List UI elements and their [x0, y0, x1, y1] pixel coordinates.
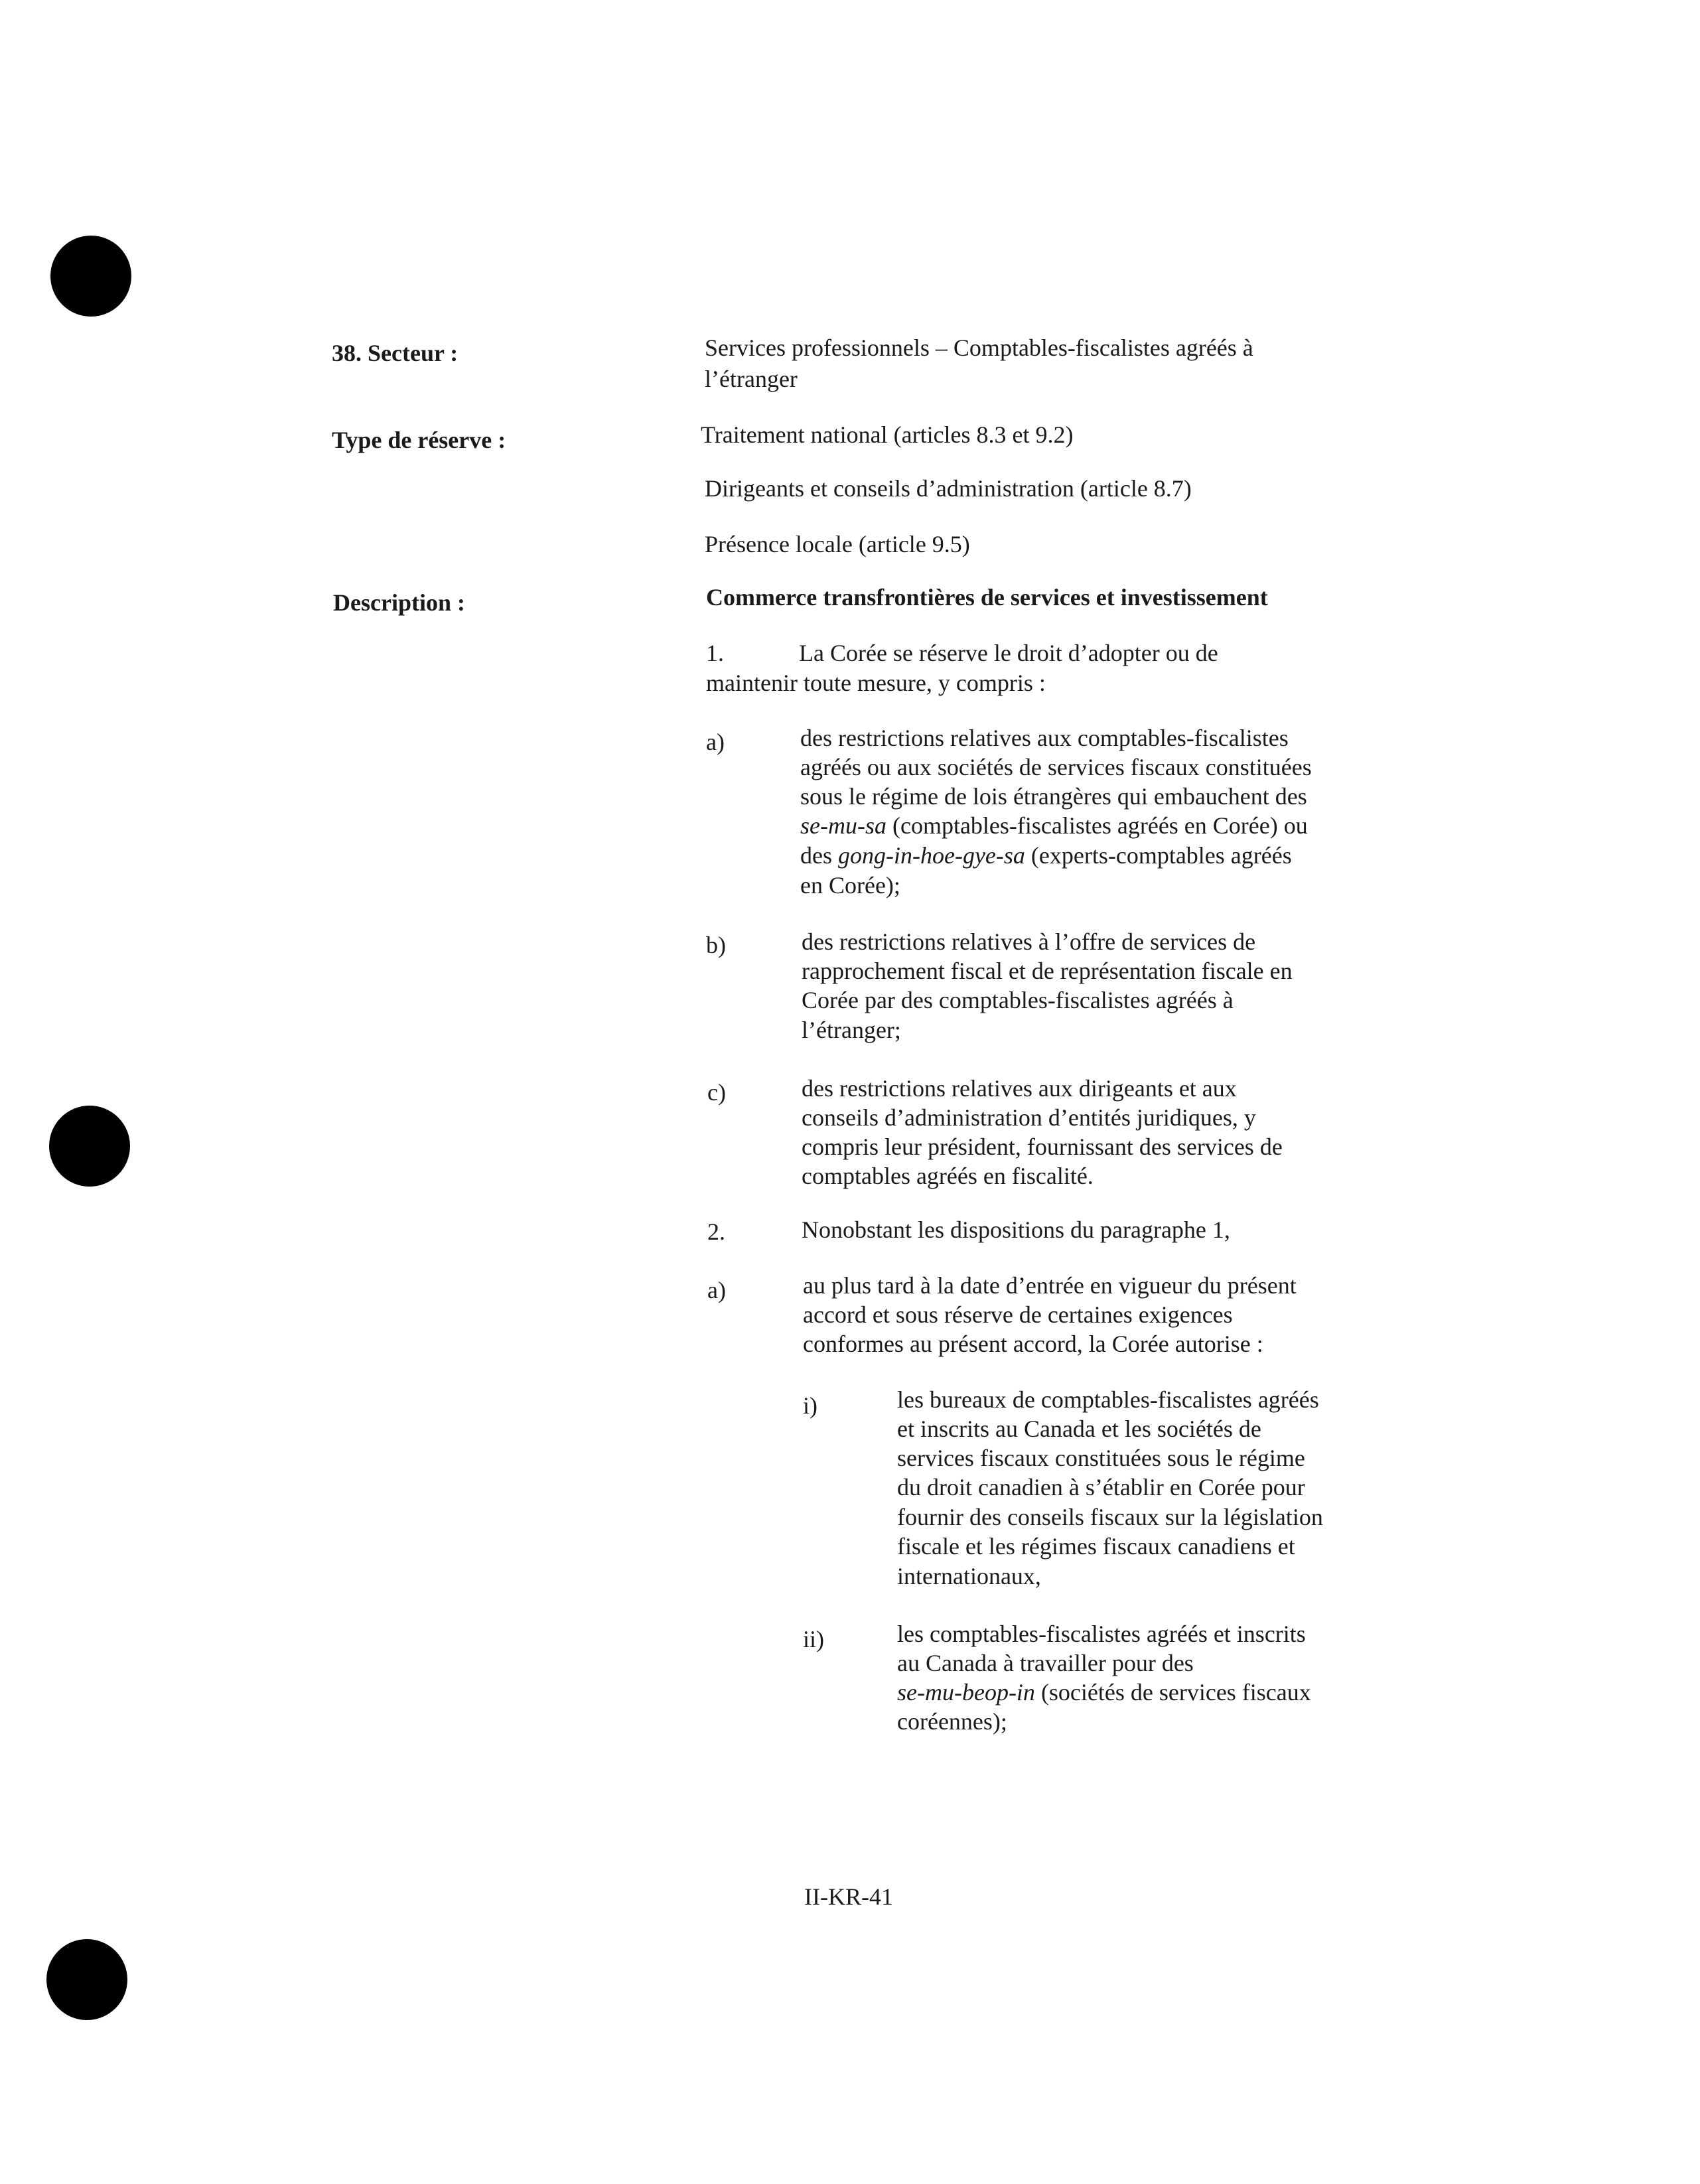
punch-hole-bottom [46, 1939, 127, 2020]
item-a-marker: a) [706, 729, 725, 755]
item-c-line: comptables agréés en fiscalité. [802, 1163, 1094, 1189]
punch-hole-middle [49, 1106, 130, 1187]
item-a-line-prefix: des [800, 842, 838, 869]
item-b-marker: b) [706, 932, 726, 958]
korean-term: gong-in-hoe-gye-sa [838, 842, 1025, 869]
item-a-line: sous le régime de lois étrangères qui embauchent des [800, 783, 1307, 810]
paragraph-1-text: maintenir toute mesure, y compris : [706, 670, 1046, 696]
sub-item-ii-marker: ii) [803, 1626, 824, 1652]
reservation-type-label: Type de réserve : [332, 427, 506, 453]
item-a-line [800, 841, 1292, 871]
item-b-line: des restrictions relatives à l’offre de services de [802, 928, 1256, 955]
item-c-line: conseils d’administration d’entités juridiques, y [802, 1104, 1256, 1131]
paragraph-1-number: 1. [706, 640, 724, 666]
sub-item-i-line: services fiscaux constituées sous le régime [897, 1445, 1305, 1471]
paragraph-2-text: Nonobstant les dispositions du paragraphe 1, [802, 1216, 1230, 1243]
sub-item-i-line: internationaux, [897, 1563, 1041, 1589]
item-c-marker: c) [707, 1079, 726, 1106]
item-a-line: en Corée); [800, 872, 900, 899]
korean-term: se-mu-beop-in [897, 1679, 1035, 1706]
sector-value-line: Services professionnels – Comptables-fiscalistes agréés à [705, 334, 1253, 361]
paragraph-1-text: La Corée se réserve le droit d’adopter ou de [799, 640, 1218, 666]
item-c-line: compris leur président, fournissant des services de [802, 1133, 1283, 1160]
item-b-line: Corée par des comptables-fiscalistes agréés à [802, 987, 1234, 1013]
sector-value-line: l’étranger [705, 366, 798, 392]
description-label: Description : [333, 589, 465, 616]
item-2a-line: accord et sous réserve de certaines exigences [803, 1301, 1233, 1328]
item-2a-line: au plus tard à la date d’entrée en vigueur du présent [803, 1272, 1297, 1299]
paragraph-2-number: 2. [707, 1218, 725, 1245]
sub-item-i-line: fournir des conseils fiscaux sur la législation [897, 1504, 1323, 1530]
reservation-type-item: Dirigeants et conseils d’administration (article 8.7) [705, 475, 1192, 502]
sub-item-ii-line: au Canada à travailler pour des [897, 1650, 1194, 1676]
page-number: II-KR-41 [804, 1883, 893, 1910]
reservation-type-item: Traitement national (articles 8.3 et 9.2) [701, 421, 1074, 448]
item-2a-marker: a) [707, 1277, 726, 1303]
sub-item-i-line: les bureaux de comptables-fiscalistes agréés [897, 1386, 1319, 1413]
sub-item-i-line: et inscrits au Canada et les sociétés de [897, 1416, 1261, 1442]
item-a-line: des restrictions relatives aux comptables-fiscalistes [800, 725, 1289, 751]
item-a-line-rest: (comptables-fiscalistes agréés en Corée) ou [886, 812, 1308, 839]
punch-hole-top [50, 236, 131, 317]
sector-label: 38. Secteur : [332, 340, 459, 366]
korean-term: se-mu-sa [800, 812, 886, 839]
reservation-type-item: Présence locale (article 9.5) [705, 531, 970, 557]
item-b-line: rapprochement fiscal et de représentation fiscale en [802, 958, 1293, 984]
sub-item-i-line: du droit canadien à s’établir en Corée pour [897, 1474, 1305, 1500]
description-heading: Commerce transfrontières de services et investissement [706, 584, 1268, 611]
sub-item-i-marker: i) [803, 1392, 817, 1419]
sub-item-i-line: fiscale et les régimes fiscaux canadiens et [897, 1533, 1295, 1560]
sub-item-ii-line [897, 1678, 1311, 1708]
item-a-line: agréés ou aux sociétés de services fiscaux constituées [800, 754, 1312, 780]
sub-item-ii-line: coréennes); [897, 1708, 1007, 1735]
item-c-line: des restrictions relatives aux dirigeants et aux [802, 1075, 1237, 1102]
item-a-line-rest: (experts-comptables agréés [1025, 842, 1292, 869]
item-2a-line: conformes au présent accord, la Corée autorise : [803, 1331, 1263, 1357]
item-b-line: l’étranger; [802, 1017, 901, 1043]
item-a-line [800, 811, 1308, 841]
sub-item-ii-line: les comptables-fiscalistes agréés et inscrits [897, 1621, 1306, 1647]
sub-item-ii-line-rest: (sociétés de services fiscaux [1034, 1679, 1311, 1706]
